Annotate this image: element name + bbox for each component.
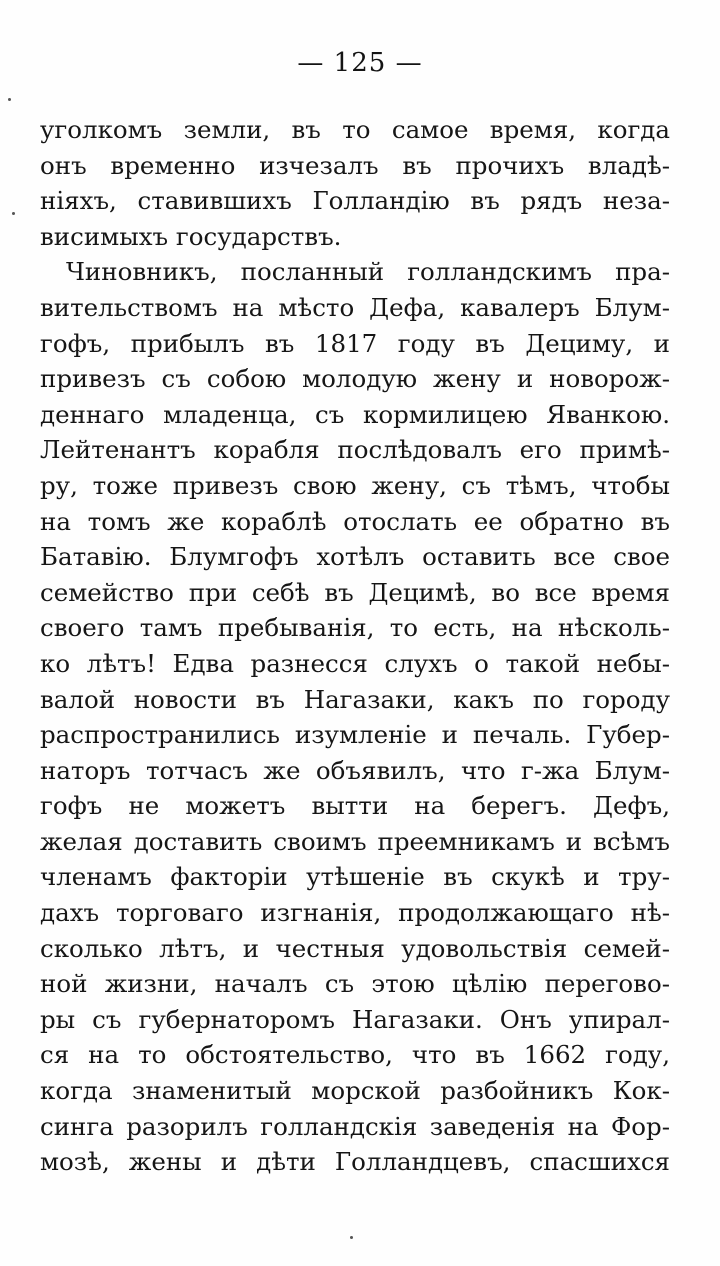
text-line: ры съ губернаторомъ Нагазаки. Онъ упирал-	[40, 1004, 670, 1034]
text-line: желая доставить своимъ преемникамъ и всѣмъ	[40, 826, 670, 856]
text-line: ся на то обстоятельство, что въ 1662 году,	[40, 1040, 670, 1070]
text-line: Лейтенантъ корабля послѣдовалъ его примѣ-	[40, 435, 670, 465]
text-line: гофъ не можетъ вытти на берегъ. Дефъ,	[40, 791, 670, 821]
text-line: распространились изумленіе и печаль. Губер-	[40, 720, 670, 750]
text-line: ніяхъ, ставившихъ Голландію въ рядъ неза-	[40, 186, 670, 216]
text-line: когда знаменитый морской разбойникъ Кок-	[40, 1076, 670, 1106]
text-line: синга разорилъ голландскія заведенія на Фор-	[40, 1111, 670, 1141]
body-text	[40, 112, 670, 1180]
text-line: висимыхъ государствъ.	[40, 221, 342, 251]
text-line: ко лѣтъ! Едва разнесся слухъ о такой небы-	[40, 648, 670, 678]
text-line: ной жизни, началъ съ этою цѣлію перегово-	[40, 969, 670, 999]
text-line: ру, тоже привезъ свою жену, съ тѣмъ, чтобы	[40, 470, 670, 500]
paragraph-first-line: Чиновникъ, посланный голландскимъ пра-	[66, 257, 670, 287]
page-number: — 125 —	[297, 48, 423, 78]
text-line: валой новости въ Нагазаки, какъ по городу	[40, 684, 670, 714]
text-line: сколько лѣтъ, и честныя удовольствія семей-	[40, 933, 670, 963]
text-line: уголкомъ земли, въ то самое время, когда	[40, 115, 670, 144]
text-line: членамъ факторіи утѣшеніе въ скукѣ и тру-	[40, 862, 670, 892]
text-line: дахъ торговаго изгнанія, продолжающаго нѣ-	[40, 898, 670, 928]
text-line: онъ временно изчезалъ въ прочихъ владѣ-	[40, 150, 670, 180]
print-speck	[12, 212, 15, 215]
text-line: вительствомъ на мѣсто Дефа, кавалеръ Блум-	[40, 292, 670, 322]
text-line: гофъ, прибылъ въ 1817 году въ Дециму, и	[40, 328, 670, 358]
text-line: мозѣ, жены и дѣти Голландцевъ, спасшихся	[40, 1147, 670, 1177]
text-line: привезъ съ собою молодую жену и новорож-	[40, 364, 670, 394]
text-line: семейство при себѣ въ Децимѣ, во все время	[40, 577, 670, 607]
text-line: Батавію. Блумгофъ хотѣлъ оставить все свое	[40, 542, 670, 572]
text-line: наторъ тотчасъ же объявилъ, что г-жа Блум-	[40, 755, 670, 785]
text-line: деннаго младенца, съ кормилицею Яванкою.	[40, 399, 670, 429]
text-line: на томъ же кораблѣ отослать ее обратно въ	[40, 506, 670, 536]
print-speck	[350, 1236, 353, 1239]
print-speck	[8, 98, 11, 101]
text-line: своего тамъ пребыванія, то есть, на нѣсколь-	[40, 613, 670, 643]
